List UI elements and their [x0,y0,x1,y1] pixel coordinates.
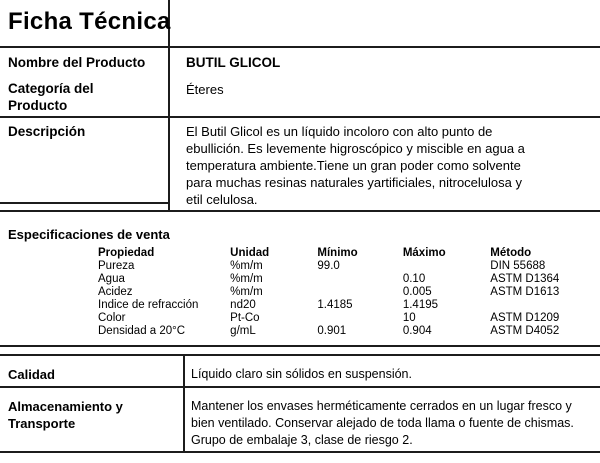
specs-header-row [98,247,600,260]
specs-table [98,247,600,338]
spec-unit: %m/m [230,286,263,298]
description-text [186,123,525,208]
spec-unit: g/mL [230,325,256,337]
description-line: etil celulosa. [186,192,258,207]
spec-max: 0.10 [402,273,426,285]
spec-property: Agua [98,273,125,285]
storage-transport-value [191,398,574,449]
spec-unit: nd20 [230,299,256,311]
spec-property: Acidez [98,286,133,298]
spec-property: Indice de refracción [98,299,199,311]
specs-section-title: Especificaciones de venta [8,227,170,242]
spec-method: DIN 55688 [490,260,546,272]
product-category-label-line1: Categoría del [8,81,94,96]
spec-min: 1.4185 [317,299,353,311]
product-name-value: BUTIL GLICOL [186,55,281,70]
spec-property: Densidad a 20°C [98,325,186,337]
spec-method: ASTM D1209 [490,312,560,324]
specs-col-header-property: Propiedad [98,247,155,259]
spec-min [317,312,402,325]
storage-transport-line: Grupo de embalaje 3, clase de riesgo 2. [191,433,413,447]
quality-label: Calidad [8,367,55,382]
quality-storage-divider [0,386,600,388]
spec-method: ASTM D4052 [490,325,560,337]
storage-transport-line: Mantener los envases herméticamente cerrados en un lugar fresco y [191,399,572,413]
storage-transport-label-line1: Almacenamiento y [8,399,123,414]
spec-property: Pureza [98,260,135,272]
description-line: ebullición. Es levemente higroscópico y miscible en agua a [186,141,525,156]
bottom-table-column-divider [183,354,185,451]
spec-max: 0.005 [402,286,432,298]
spec-method: ASTM D1364 [490,273,560,285]
description-line: para muchas resinas naturales yartificiales, nitrocelulosa y [186,175,522,190]
spec-method: ASTM D1613 [490,286,560,298]
storage-transport-line: bien ventilado. Conservar alejado de toda llama o fuente de chismas. [191,416,574,430]
page-title: Ficha Técnica [8,8,171,35]
specs-row-acidez [98,286,600,299]
spec-min [317,286,402,299]
spec-min: 99.0 [317,260,340,272]
product-name-label: Nombre del Producto [8,55,146,70]
category-description-divider [0,116,600,118]
specs-col-header-max: Máximo [402,247,446,259]
specs-row-agua [98,273,600,286]
bottom-table-top-divider [0,354,600,356]
specs-col-header-method: Método [490,247,532,259]
product-category-value: Éteres [186,82,224,97]
spec-min [317,273,402,286]
spec-property: Color [98,312,126,324]
specs-bottom-divider [0,345,600,347]
description-line: El Butil Glicol es un líquido incoloro con alto punto de [186,124,493,139]
description-left-divider [0,202,168,204]
description-label: Descripción [8,124,86,139]
spec-max [403,260,490,273]
spec-unit: Pt-Co [230,312,260,324]
specs-row-color [98,312,600,325]
specs-col-header-min: Mínimo [317,247,358,259]
spec-unit: %m/m [230,260,263,272]
storage-transport-label [8,398,123,432]
description-bottom-divider [0,210,600,212]
spec-max: 10 [402,312,416,324]
title-divider [0,46,600,48]
specs-row-indice-refraccion [98,299,600,312]
spec-max: 0.904 [402,325,432,337]
product-category-label-line2: Producto [8,97,68,113]
specs-row-pureza [98,260,600,273]
spec-max: 1.4195 [402,299,439,311]
specs-col-header-unit: Unidad [230,247,270,259]
spec-min: 0.901 [317,325,347,337]
product-category-label [8,81,94,114]
description-line: temperatura ambiente.Tiene un gran poder como solvente [186,158,521,173]
spec-method [490,299,600,312]
storage-transport-label-line2: Transporte [8,416,76,431]
specs-row-densidad [98,325,600,338]
quality-value: Líquido claro sin sólidos en suspensión. [191,367,412,381]
spec-unit: %m/m [230,273,263,285]
document-bottom-divider [0,451,600,453]
